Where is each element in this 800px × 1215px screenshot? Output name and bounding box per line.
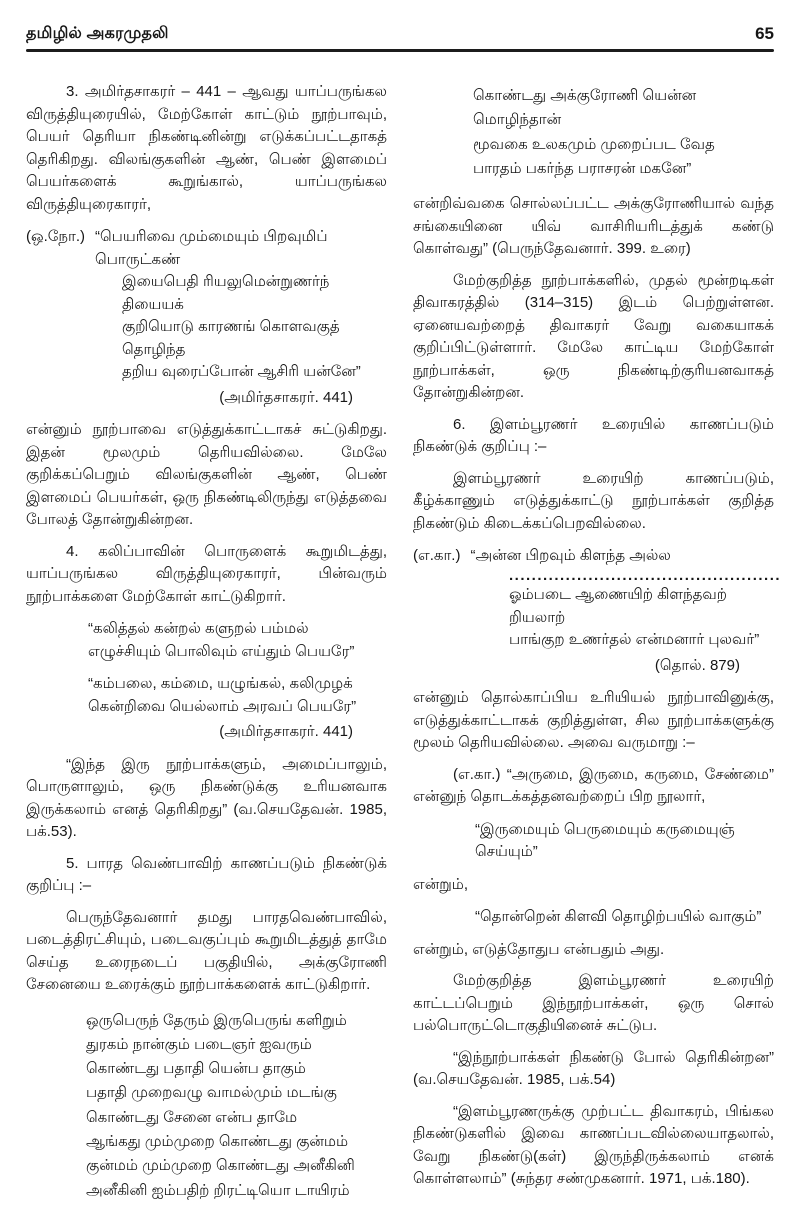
- verse-line: கொண்டது பதாதி யென்ப தாகும்: [86, 1060, 306, 1078]
- paragraph: 6. இளம்பூரணர் உரையில் காணப்படும் நிகண்டுக் குறிப்பு :–: [413, 415, 774, 456]
- paragraph: “இந்த இரு நூற்பாக்களும், அமைப்பாலும், பொருளாலும், ஒரு நிகண்டுக்கு உரியனவாக இருக்கலாம் எனத் தெரிகிறது” (வ.செயதேவன். 1985, பக்.53).: [26, 755, 387, 840]
- page-number: 65: [755, 24, 774, 43]
- quote-first-row: [413, 545, 774, 568]
- quote-line: குறியொடு காரணங் கொளவகுத் தொழிந்த: [122, 318, 340, 358]
- quote-line: “கம்பலை, கம்மை, யழுங்கல், கலிமுழக்: [88, 675, 353, 692]
- verse-line: மூவகை உலகமும் முறைப்பட வேத: [473, 135, 715, 153]
- quote-line: தறிய வுரைப்போன் ஆசிரி யன்னே”: [122, 363, 361, 380]
- paragraph: 3. அமிர்தசாகரர் – 441 – ஆவது யாப்பருங்கல விருத்தியுரையில், மேற்கோள் காட்டும் நூற்பாவும், பெயர் தெரியா நிகண்டினின்று எடுக்கப்பட்டதாகத் தெரிகிறது. விலங்குகளின் ஆண், பெண் இளமைப் பெயர்களைக் கூறுங்கால், யாப்பருங்கல விருத்தியுரைகாரர்,: [26, 83, 387, 213]
- paragraph: 4. கலிப்பாவின் பொருளைக் கூறுமிடத்து, யாப்பருங்கல விருத்தியுரைகாரர், பின்வரும் நூற்பாக்களை மேற்கோள் காட்டுகிறார்.: [26, 542, 387, 605]
- verse-line: கொண்டது அக்குரோணி யென்ன மொழிந்தான்: [473, 87, 697, 129]
- verse-line: குன்மம் மும்முறை கொண்டது அனீகினி: [86, 1157, 355, 1175]
- paragraph: என்னும் நூற்பாவை எடுத்துக்காட்டாகச் சுட்டுகிறது. இதன் மூலமும் தெரியவில்லை. மேலே குறிக்கப்பெறும் விலங்குகளின் ஆண், பெண் இளமைப் பெயர்கள், ஒரு நிகண்டிலிருந்து எடுத்தவை போலத் தோன்றுகின்றன.: [26, 421, 387, 528]
- paragraph: என்றும், எடுத்தோதுப என்பதும் அது.: [413, 940, 665, 958]
- citation: (அமிர்தசாகரர். 441): [219, 388, 353, 406]
- paragraph: மேற்குறித்த நூற்பாக்களில், முதல் மூன்றடிகள் திவாகரத்தில் (314–315) இடம் பெற்றுள்ளன. ஏனையவற்றைத் திவாகரர் வேறு வகையாகக் குறிப்பிட்டுள்ளார். மேலே காட்டிய மேற்கோள் நூற்பாக்கள், ஒரு நிகண்டிற்குரியனவாகத் தோன்றுகின்றன.: [413, 271, 774, 402]
- verse-line: ஒருபெருந் தேரும் இருபெருங் களிறும்: [86, 1011, 347, 1029]
- quote-line: “கலித்தல் கன்றல் களுறல் பம்மல்: [88, 620, 309, 637]
- quote-block: [26, 673, 387, 744]
- paragraph: “இந்நூற்பாக்கள் நிகண்டு போல் தெரிகின்றன” (வ.செயதேவன். 1985, பக்.54): [413, 1048, 774, 1089]
- page-title: தமிழில் அகரமுதலி: [26, 25, 169, 42]
- quote-line: “பெயரிவை மும்மையும் பிறவுமிப் பொருட்கண்: [95, 228, 328, 268]
- quote-block: [413, 906, 774, 929]
- quote-line: இயைபெதி ரியலுமென்றுணர்ந் தியையக்: [122, 273, 330, 313]
- quote-first-row: [26, 226, 387, 271]
- paragraph: “இளம்பூரணருக்கு முற்பட்ட திவாகரம், பிங்கல நிகண்டுகளில் இவை காணப்படவில்லையாதலால், வேறு நிகண்டு(கள்) இருந்திருக்கலாம் எனக் கொள்ளலாம்” (சுந்தர சண்முகனார். 1971, பக்.180).: [413, 1102, 774, 1188]
- verse-block: [413, 84, 774, 181]
- verse-line: பாரதம் பகர்ந்த பராசரன் மகனே”: [473, 159, 692, 177]
- quote-line: பாங்குற உணர்தல் என்மனார் புலவர்”: [509, 631, 760, 649]
- paragraph: இளம்பூரணர் உரையிற் காணப்படும், கீழ்க்காணும் எடுத்துக்காட்டு நூற்பாக்கள் குறித்த நிகண்டும் கிடைக்கப்பெறவில்லை.: [413, 469, 774, 532]
- quote-line: ஓம்படை ஆணையிற் கிளந்தவற் றியலாற்: [509, 586, 727, 626]
- verse-line: கொண்டது சேனை என்ப தாமே: [86, 1108, 298, 1126]
- verse-line: ஆங்கது மும்முறை கொண்டது குன்மம்: [86, 1132, 349, 1150]
- verse-line: பதாதி முறைவழு வாமல்மும் மடங்கு: [86, 1084, 337, 1102]
- paragraph: (எ.கா.) “அருமை, இருமை, கருமை, சேண்மை” என்னுந் தொடக்கத்தனவற்றைப் பிற நூலார்,: [413, 765, 774, 806]
- quote-line: “தொன்றென் கிளவி தொழிற்பயில் வாகும்”: [475, 908, 762, 926]
- paragraph: என்றும்,: [413, 875, 469, 893]
- verse-line: அனீகினி ஐம்பதிற் றிரட்டியொ டாயிரம்: [86, 1181, 350, 1199]
- quote-block: [26, 618, 387, 663]
- dotted-ellipsis-line: ................................................: [509, 566, 782, 584]
- paragraph: என்றிவ்வகை சொல்லப்பட்ட அக்குரோணியால் வந்த சங்கையினை யிவ் வாசிரியரிடத்துக் கண்டு கொள்வது” (பெருந்தேவனார். 399. உரை): [413, 195, 774, 258]
- quote-block: [26, 226, 387, 409]
- verse-line: துரகம் நான்கும் படைஞர் ஐவரும்: [86, 1035, 312, 1053]
- paragraph: பெருந்தேவனார் தமது பாரதவெண்பாவில், படைத்திரட்சியும், படைவகுப்பும் கூறுமிடத்துத் தாமே செய்த உரைநடைப் பகுதியில், அக்குரோணி சேனையை உரைக்கும் நூற்பாக்களைக் காட்டுகிறார்.: [26, 908, 387, 993]
- quote-line: எழுச்சியும் பொலிவும் எய்தும் பெயரே”: [88, 642, 355, 660]
- verse-block: [26, 1009, 387, 1203]
- quote-block: [413, 819, 774, 864]
- quote-block: [413, 545, 782, 677]
- left-column: [26, 72, 387, 1215]
- page-header: [26, 24, 774, 44]
- citation: (அமிர்தசாகரர். 441): [219, 723, 353, 740]
- quote-line: “அன்ன பிறவும் கிளந்த அல்ல: [470, 547, 671, 565]
- quote-line: கென்றிவை யெல்லாம் அரவப் பெயரே”: [88, 697, 357, 715]
- quote-label: (எ.கா.): [413, 547, 461, 565]
- paragraph: 5. பாரத வெண்பாவிற் காணப்படும் நிகண்டுக் குறிப்பு :–: [26, 854, 387, 894]
- citation: (தொல். 879): [654, 656, 740, 674]
- quote-line: “இருமையும் பெருமையும் கருமையுஞ் செய்யும்”: [475, 820, 735, 861]
- paragraph: மேற்குறித்த இளம்பூரணர் உரையிற் காட்டப்பெறும் இந்நூற்பாக்கள், ஒரு சொல் பல்பொருட்டொகுதியினைச் சுட்டுப.: [413, 972, 774, 1035]
- quote-label: (ஒ.நோ.): [26, 228, 86, 245]
- paragraph: என்னும் தொல்காப்பிய உரியியல் நூற்பாவினுக்கு, எடுத்துக்காட்டாகக் குறித்துள்ள, சில நூற்பாக்களுக்கு மூலம் தெரியவில்லை. அவை வருமாறு :–: [413, 689, 774, 752]
- text-columns: [26, 72, 782, 1215]
- right-column: [413, 72, 782, 1215]
- header-rule: [26, 49, 774, 52]
